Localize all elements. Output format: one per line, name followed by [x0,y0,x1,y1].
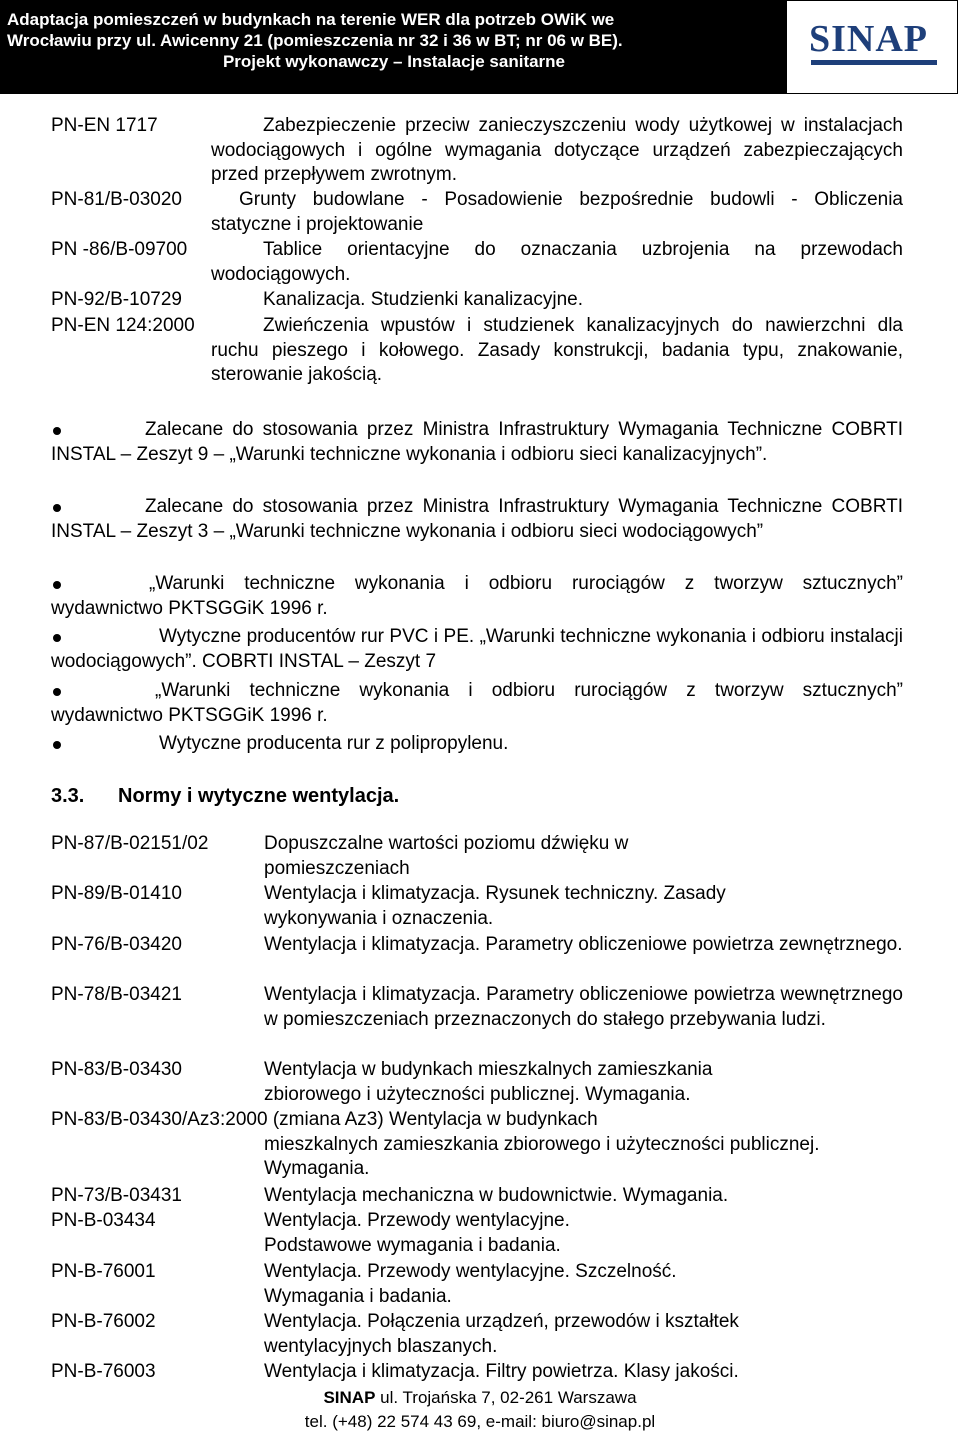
footer-company: SINAP [323,1388,376,1407]
standard-entry [51,238,903,287]
standard-entry [51,832,903,881]
standard-description: Wentylacja i klimatyzacja. Parametry obliczeniowe powietrza wewnętrznego w pomieszczeniach przeznaczonych do stałego przebywania ludzi. [264,984,903,1030]
standard-entry [51,188,903,237]
list-item [51,679,903,728]
header-line-2: Wrocławiu przy ul. Awicenny 21 (pomieszczenia nr 32 i 36 w BT; nr 06 w BE). [7,31,623,50]
standard-entry [51,1260,903,1309]
list-item [51,418,903,467]
standard-description: Dopuszczalne wartości poziomu dźwięku w pomieszczeniach [264,833,629,879]
bullet-icon [53,504,61,512]
standard-entry [51,1058,903,1107]
list-item-text: Zalecane do stosowania przez Ministra Infrastruktury Wymagania Techniczne COBRTI INSTAL – Zeszyt 9 – „Warunki techniczne wykonania i odbioru sieci kanalizacyjnych”. [51,419,903,465]
logo-underline [811,60,937,65]
footer-address: ul. Trojańska 7, 02-261 Warszawa [380,1388,637,1407]
list-item-text: Wytyczne producenta rur z polipropylenu. [159,733,509,754]
standard-code: PN-89/B-01410 [51,883,182,904]
page-header [0,0,958,94]
standard-code: PN-81/B-03020 [51,189,182,210]
header-line-3: Projekt wykonawczy – Instalacje sanitarne [222,52,566,71]
standard-entry [51,1184,903,1209]
standard-code: PN-92/B-10729 [51,289,182,310]
standard-description: Zwieńczenia wpustów i studzienek kanalizacyjnych do nawierzchni dla ruchu pieszego i kołowego. Zasady konstrukcji, badania typu, znakowanie, sterowanie jakością. [211,315,903,385]
standard-description: Wentylacja i klimatyzacja. Rysunek techniczny. Zasady wykonywania i oznaczenia. [264,883,726,929]
standard-entry [51,933,903,958]
standard-entry [51,288,903,313]
bullet-icon [53,741,61,749]
bullet-icon [53,427,61,435]
standard-entry [51,314,903,388]
list-item-text: „Warunki techniczne wykonania i odbioru rurociągów z tworzyw sztucznych” wydawnictwo PKTSGGiK 1996 r. [51,573,903,619]
standard-description: mieszkalnych zamieszkania zbiorowego i użyteczności publicznej. Wymagania. [264,1133,820,1179]
standard-code: PN-83/B-03430/Az3:2000 [51,1109,268,1130]
standard-lead: (zmiana Az3) Wentylacja w budynkach [272,1109,598,1130]
footer-address-line [0,1386,960,1410]
list-item [51,572,903,621]
standard-code: PN-B-76003 [51,1361,156,1382]
standard-code: PN-EN 124:2000 [51,315,195,336]
standard-code: PN-73/B-03431 [51,1185,182,1206]
page-footer [0,1386,960,1434]
list-item-text: Zalecane do stosowania przez Ministra Infrastruktury Wymagania Techniczne COBRTI INSTAL – Zeszyt 3 – „Warunki techniczne wykonania i odbioru sieci wodociągowych” [51,496,903,542]
standard-entry [51,983,903,1032]
standard-description: Kanalizacja. Studzienki kanalizacyjne. [263,289,584,310]
sinap-logo [809,19,939,67]
header-title-block [1,1,787,93]
list-item-text: „Warunki techniczne wykonania i odbioru rurociągów z tworzyw sztucznych” wydawnictwo PKTSGGiK 1996 r. [51,680,903,726]
standard-description: Zabezpieczenie przeciw zanieczyszczeniu wody użytkowej w instalacjach wodociągowych i ogólne wymagania dotyczące urządzeń zabezpieczających przed przepływem zwrotnym. [211,115,903,185]
standard-code: PN-83/B-03430 [51,1059,182,1080]
footer-contact: tel. (+48) 22 574 43 69, e-mail: biuro@sinap.pl [304,1412,656,1431]
bullet-icon [53,634,61,642]
standard-description: Wentylacja i klimatyzacja. Filtry powietrza. Klasy jakości. [264,1361,739,1382]
standard-entry [51,882,903,931]
list-item [51,732,903,757]
standard-entry [51,1209,903,1258]
standard-description: Wentylacja. Przewody wentylacyjne. Szczelność. Wymagania i badania. [264,1261,677,1307]
standard-description: Tablice orientacyjne do oznaczania uzbrojenia na przewodach wodociągowych. [211,239,903,285]
standard-entry [51,1310,903,1359]
standard-code: PN-76/B-03420 [51,934,182,955]
standard-entry [51,1108,903,1182]
standard-code: PN-B-76002 [51,1311,156,1332]
standard-description: Wentylacja mechaniczna w budownictwie. Wymagania. [264,1185,729,1206]
standard-entry [51,1360,903,1385]
bullet-icon [53,688,61,696]
standard-code-line [51,1108,903,1133]
bullet-icon [53,581,61,589]
standard-code: PN -86/B-09700 [51,239,188,260]
logo-text: SINAP [809,18,929,60]
list-item [51,625,903,674]
standard-code: PN-87/B-02151/02 [51,833,209,854]
standard-description: Grunty budowlane - Posadowienie bezpośrednie budowli - Obliczenia statyczne i projektowanie [211,189,903,235]
standard-description: Wentylacja w budynkach mieszkalnych zamieszkania zbiorowego i użyteczności publicznej. Wymagania. [264,1059,713,1105]
standard-description: Wentylacja i klimatyzacja. Parametry obliczeniowe powietrza zewnętrznego. [264,934,903,955]
standard-code: PN-B-03434 [51,1210,156,1231]
standard-description: Wentylacja. Przewody wentylacyjne. Podstawowe wymagania i badania. [264,1210,570,1256]
standard-code: PN-EN 1717 [51,115,158,136]
standard-code: PN-B-76001 [51,1261,156,1282]
standard-code: PN-78/B-03421 [51,984,182,1005]
standard-entry [51,114,903,188]
list-item [51,495,903,544]
section-title: Normy i wytyczne wentylacja. [118,785,400,807]
header-line-1: Adaptacja pomieszczeń w budynkach na terenie WER dla potrzeb OWiK we [7,10,615,29]
list-item-text: Wytyczne producentów rur PVC i PE. „Warunki techniczne wykonania i odbioru instalacji wodociągowych”. COBRTI INSTAL – Zeszyt 7 [51,626,903,672]
section-number: 3.3. [51,785,85,807]
standard-description: Wentylacja. Połączenia urządzeń, przewodów i kształtek wentylacyjnych blaszanych. [264,1311,739,1357]
